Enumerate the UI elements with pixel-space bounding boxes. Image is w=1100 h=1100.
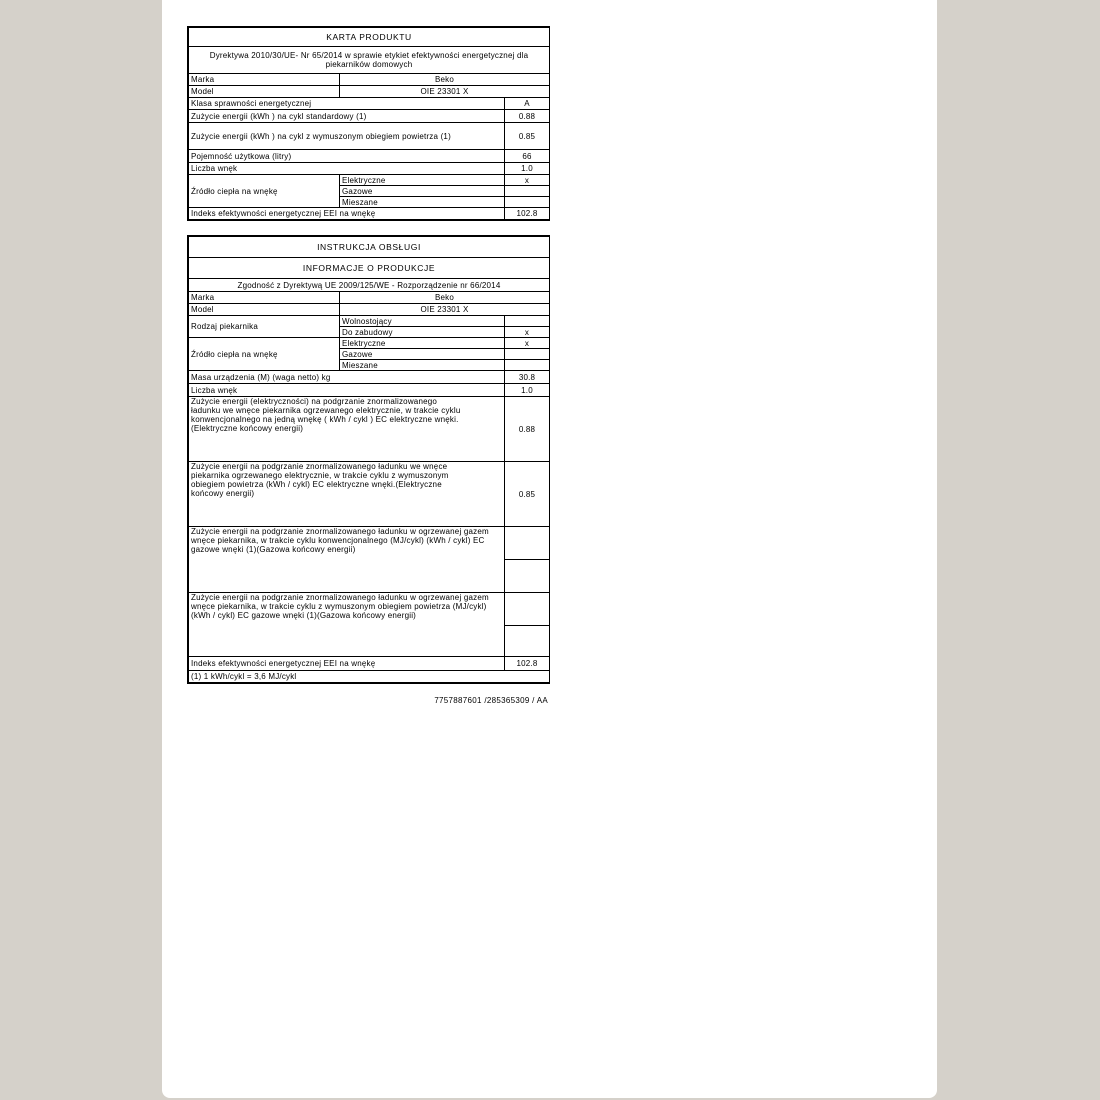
product-card-title: KARTA PRODUKTU — [189, 28, 550, 47]
manual-model-label: Model — [189, 304, 340, 316]
consumption-std-label: Zużycie energii (kWh ) na cykl standardowy (1) — [189, 110, 505, 123]
energy-class-label: Klasa sprawności energetycznej — [189, 98, 505, 110]
manual-subtitle: INFORMACJE O PRODUKCJE — [189, 258, 550, 279]
eei-label: Indeks efektywności energetycznej EEI na wnękę — [189, 208, 505, 220]
elec-std-label: Zużycie energii (elektryczności) na podgrzanie znormalizowanego ładunku we wnęce piekarnika ogrzewanego elektrycznie, w trakcie cyklu konwencjonalnego na jedną wnękę ( kWh / cykl ) EC elektryczne wnęki.(Elektryczne końcowy energii) — [189, 397, 505, 462]
freestanding-label: Wolnostojący — [340, 316, 505, 327]
manual-cavities-value: 1.0 — [505, 384, 550, 397]
heat-gas-label: Gazowe — [340, 186, 505, 197]
manual-model-value: OIE 23301 X — [340, 304, 550, 316]
gas-fan-label: Zużycie energii na podgrzanie znormalizowanego ładunku w ogrzewanej gazem wnęce piekarnika, w trakcie cyklu z wymuszonym obiegiem powietrza (MJ/cykl) (kWh / cykl) EC gazowe wnęki (1)(Gazowa końcowy energii) — [189, 593, 505, 657]
elec-fan-label: Zużycie energii na podgrzanie znormalizowanego ładunku we wnęce piekarnika ogrzewanego elektrycznie, w trakcie cyklu z wymuszonym obiegiem powietrza (kWh / cykl) EC elektryczne wnęki.(Elektryczne końcowy energii) — [189, 462, 505, 527]
manual-eei-label: Indeks efektywności energetycznej EEI na wnękę — [189, 657, 505, 671]
brand-label: Marka — [189, 74, 340, 86]
footnote: (1) 1 kWh/cykl = 3,6 MJ/cykl — [189, 671, 550, 683]
manual-heat-mixed-label: Mieszane — [340, 360, 505, 371]
model-value: OIE 23301 X — [340, 86, 550, 98]
manual-heat-gas-mark — [505, 349, 550, 360]
consumption-fan-label: Zużycie energii (kWh ) na cykl z wymuszonym obiegiem powietrza (1) — [189, 123, 505, 150]
gas-std-value-1 — [505, 527, 550, 560]
directive-text: Dyrektywa 2010/30/UE- Nr 65/2014 w sprawie etykiet efektywności energetycznej dla piekarników domowych — [189, 47, 550, 74]
energy-class-value: A — [505, 98, 550, 110]
heat-gas-mark — [505, 186, 550, 197]
manual-brand-value: Beko — [340, 292, 550, 304]
heat-electric-label: Elektryczne — [340, 175, 505, 186]
freestanding-mark — [505, 316, 550, 327]
manual-heat-gas-label: Gazowe — [340, 349, 505, 360]
manual-title: INSTRUKCJA OBSŁUGI — [189, 237, 550, 258]
document-id: 7757887601 /285365309 / AA — [434, 696, 548, 705]
elec-std-value: 0.88 — [505, 397, 550, 462]
manual-heat-source-label: Źródło ciepła na wnękę — [189, 338, 340, 371]
manual-eei-value: 102.8 — [505, 657, 550, 671]
gas-fan-value-2 — [505, 626, 550, 657]
consumption-fan-value: 0.85 — [505, 123, 550, 150]
heat-mixed-mark — [505, 197, 550, 208]
manual-brand-label: Marka — [189, 292, 340, 304]
elec-fan-value: 0.85 — [505, 462, 550, 527]
eei-value: 102.8 — [505, 208, 550, 220]
product-card-table — [187, 26, 550, 221]
heat-electric-mark: x — [505, 175, 550, 186]
gas-fan-value-1 — [505, 593, 550, 626]
manual-heat-mixed-mark — [505, 360, 550, 371]
manual-info-table — [187, 235, 550, 684]
manual-heat-electric-mark: x — [505, 338, 550, 349]
volume-label: Pojemność użytkowa (litry) — [189, 150, 505, 163]
model-label: Model — [189, 86, 340, 98]
oven-type-label: Rodzaj piekarnika — [189, 316, 340, 338]
heat-mixed-label: Mieszane — [340, 197, 505, 208]
cavities-label: Liczba wnęk — [189, 163, 505, 175]
cavities-value: 1.0 — [505, 163, 550, 175]
built-in-label: Do zabudowy — [340, 327, 505, 338]
mass-value: 30.8 — [505, 371, 550, 384]
built-in-mark: x — [505, 327, 550, 338]
gas-std-label: Zużycie energii na podgrzanie znormalizowanego ładunku w ogrzewanej gazem wnęce piekarnika, w trakcie cyklu konwencjonalnego (MJ/cykl) (kWh / cykl) EC gazowe wnęki (1)(Gazowa końcowy energii) — [189, 527, 505, 593]
volume-value: 66 — [505, 150, 550, 163]
compliance-text: Zgodność z Dyrektywą UE 2009/125/WE - Rozporządzenie nr 66/2014 — [189, 279, 550, 292]
mass-label: Masa urządzenia (M) (waga netto) kg — [189, 371, 505, 384]
brand-value: Beko — [340, 74, 550, 86]
manual-heat-electric-label: Elektryczne — [340, 338, 505, 349]
manual-cavities-label: Liczba wnęk — [189, 384, 505, 397]
heat-source-label: Źródło ciepła na wnękę — [189, 175, 340, 208]
consumption-std-value: 0.88 — [505, 110, 550, 123]
gas-std-value-2 — [505, 560, 550, 593]
